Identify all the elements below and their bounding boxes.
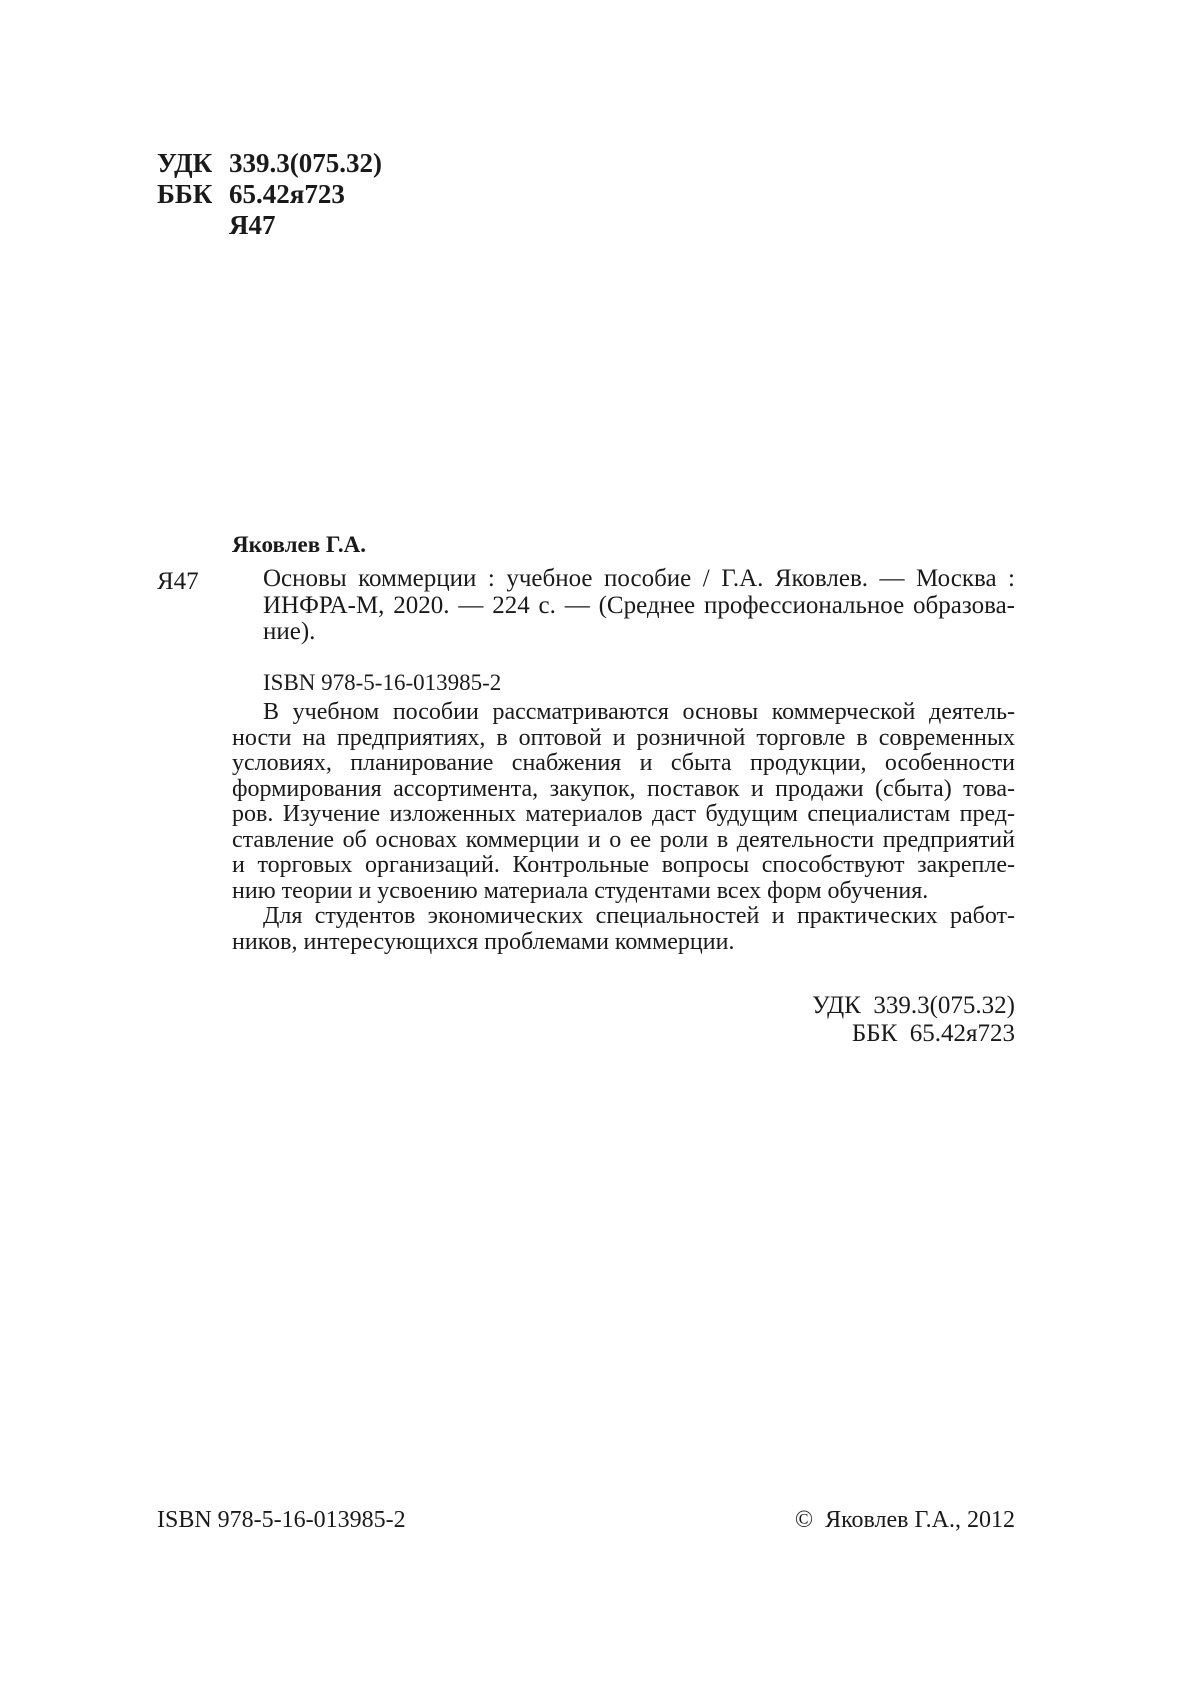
copyright-notice: © Яковлев Г.А., 2012 (794, 1507, 1015, 1533)
udk-right: УДК 339.3(075.32) (811, 992, 1015, 1019)
abstract-line: условиях, планирование снабжения и сбыта продукции, особенности (232, 750, 1015, 776)
bbk-right: ББК 65.42я723 (851, 1020, 1015, 1047)
bbk-row (157, 179, 382, 210)
udk-row (157, 148, 382, 179)
abstract-line: Для студентов экономических специальностей и практических работ- (263, 903, 1015, 929)
abstract-line: формирования ассортимента, закупок, поставок и продажи (сбыта) това- (232, 775, 1015, 802)
description-line: ние). (263, 618, 316, 645)
abstract (232, 700, 1015, 955)
udk-value: 339.3(075.32) (229, 148, 382, 178)
card-author: Яковлев Г.А. (232, 532, 367, 557)
udk-label: УДК (157, 148, 213, 178)
classification-block-top (157, 148, 382, 241)
description-line: ИНФРА-М, 2020. — 224 с. — (Среднее профессиональное образова- (263, 591, 1015, 619)
abstract-line: В учебном пособии рассматриваются основы коммерческой деятель- (263, 699, 1015, 725)
bbk-value: 65.42я723 (229, 179, 345, 209)
abstract-line: ставление об основах коммерции и о ее роли в деятельности предприятий (232, 826, 1015, 853)
abstract-line: и торговых организаций. Контрольные вопросы способствуют закрепле- (232, 852, 1015, 878)
description-line: Основы коммерции : учебное пособие / Г.А. Яковлев. — Москва : (263, 565, 1015, 592)
classification-block-right (812, 992, 1015, 1048)
abstract-line: ности на предприятиях, в оптовой и розничной торговле в современных (232, 724, 1015, 751)
card-author-mark: Я47 (157, 568, 199, 595)
card-isbn: ISBN 978-5-16-013985-2 (263, 670, 502, 695)
bibliographic-description (263, 566, 1015, 646)
footer-isbn: ISBN 978-5-16-013985-2 (157, 1507, 406, 1533)
author-sign: Я47 (229, 210, 276, 240)
abstract-line: ников, интересующихся проблемами коммерции. (232, 928, 735, 955)
abstract-line: ров. Изучение изложенных материалов даст будущим специалистам пред- (232, 801, 1015, 827)
abstract-line: нию теории и усвоению материала студентами всех форм обучения. (232, 877, 929, 904)
bbk-label: ББК (157, 179, 213, 209)
